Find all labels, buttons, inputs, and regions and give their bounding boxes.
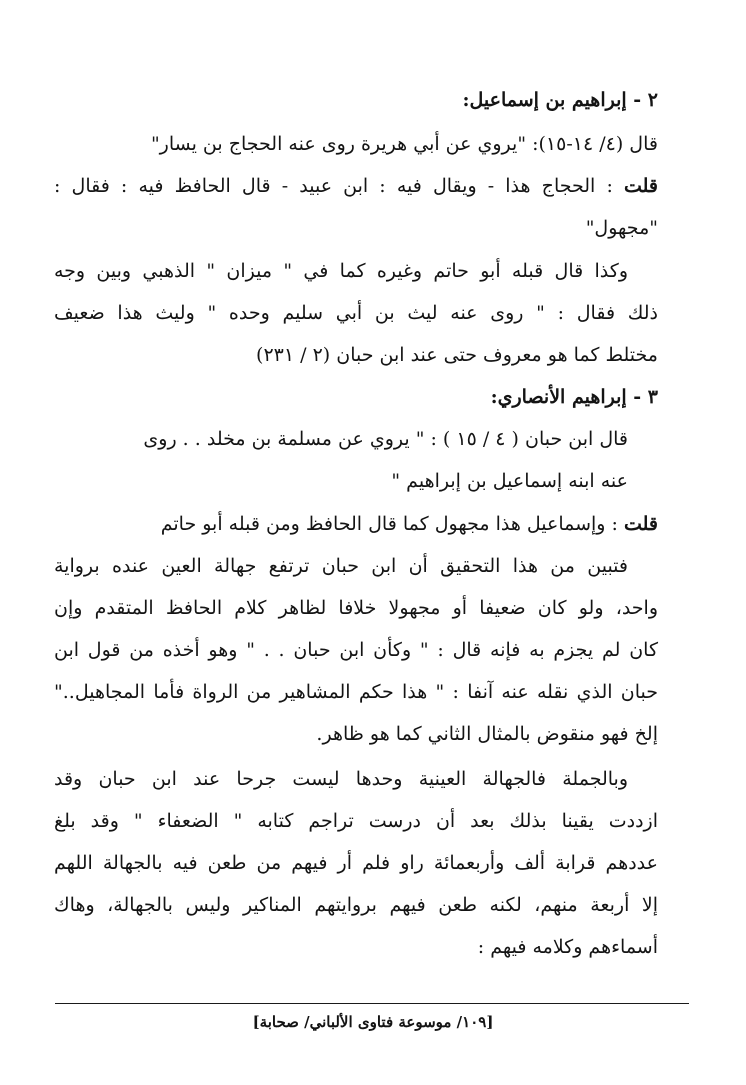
text-line: قال ابن حبان ( ٤ / ١٥ ) : " يروي عن مسلمة بن مخلد . . روى: [143, 428, 628, 450]
text-line: "مجهول": [585, 217, 658, 239]
text-line: مختلط كما هو معروف حتى عند ابن حبان (٢ / ٢٣١): [256, 344, 658, 366]
text-line: وبالجملة فالجهالة العينية وحدها ليست جرحا عند ابن حبان وقد: [54, 768, 628, 790]
text-line: عنه ابنه إسماعيل بن إبراهيم ": [391, 470, 628, 492]
text-line: أسماءهم وكلامه فيهم :: [477, 936, 658, 958]
text-line: قال (٤/ ١٤-١٥): "يروي عن أبي هريرة روى عنه الحجاج بن يسار": [150, 133, 658, 155]
text-line: عددهم قرابة ألف وأربعمائة راو فلم أر فيهم من طعن فيه بالجهالة اللهم: [54, 852, 658, 874]
text-line: قلت : وإسماعيل هذا مجهول كما قال الحافظ ومن قبله أبو حاتم: [160, 513, 658, 535]
text-line: كان لم يجزم به فإنه قال : " وكأن ابن حبان . . " وهو أخذه من قول ابن: [54, 639, 658, 661]
text-line: ازددت يقينا بذلك بعد أن درست تراجم كتابه " الضعفاء " وقد بلغ: [54, 810, 658, 832]
text-line: واحد، ولو كان ضعيفا أو مجهولا خلافا لظاهر كلام الحافظ المتقدم وإن: [54, 597, 658, 619]
text-line: فتبين من هذا التحقيق أن ابن حبان ترتفع جهالة العين عنده برواية: [54, 555, 628, 577]
text-line: إلخ فهو منقوض بالمثال الثاني كما هو ظاهر.: [316, 723, 658, 745]
text-line: ذلك فقال : " روى عنه ليث بن أبي سليم وحده " وليث هذا ضعيف: [54, 302, 658, 324]
text-line: وكذا قال قبله أبو حاتم وغيره كما في " ميزان " الذهبي وبين وجه: [54, 260, 628, 282]
heading-ibrahim-al-ansari: ٣ - إبراهيم الأنصاري:: [490, 386, 658, 408]
text-line: قلت : الحجاج هذا - ويقال فيه : ابن عبيد - قال الحافظ فيه : فقال :: [54, 175, 658, 197]
text-line: حبان الذي نقله عنه آنفا : " هذا حكم المشاهير من الرواة فأما المجاهيل..": [54, 681, 658, 703]
text-line: إلا أربعة منهم، لكنه طعن فيهم بروايتهم المناكير وليس بالجهالة، وهاك: [54, 894, 658, 916]
footer-divider: [55, 1003, 689, 1004]
heading-ibrahim-bin-ismail: ٢ - إبراهيم بن إسماعيل:: [462, 89, 658, 111]
page-footer: [١٠٩/ موسوعة فتاوى الألباني/ صحابة]: [252, 1013, 494, 1031]
lead-word: قلت: [623, 513, 658, 535]
lead-word: قلت: [623, 175, 658, 197]
